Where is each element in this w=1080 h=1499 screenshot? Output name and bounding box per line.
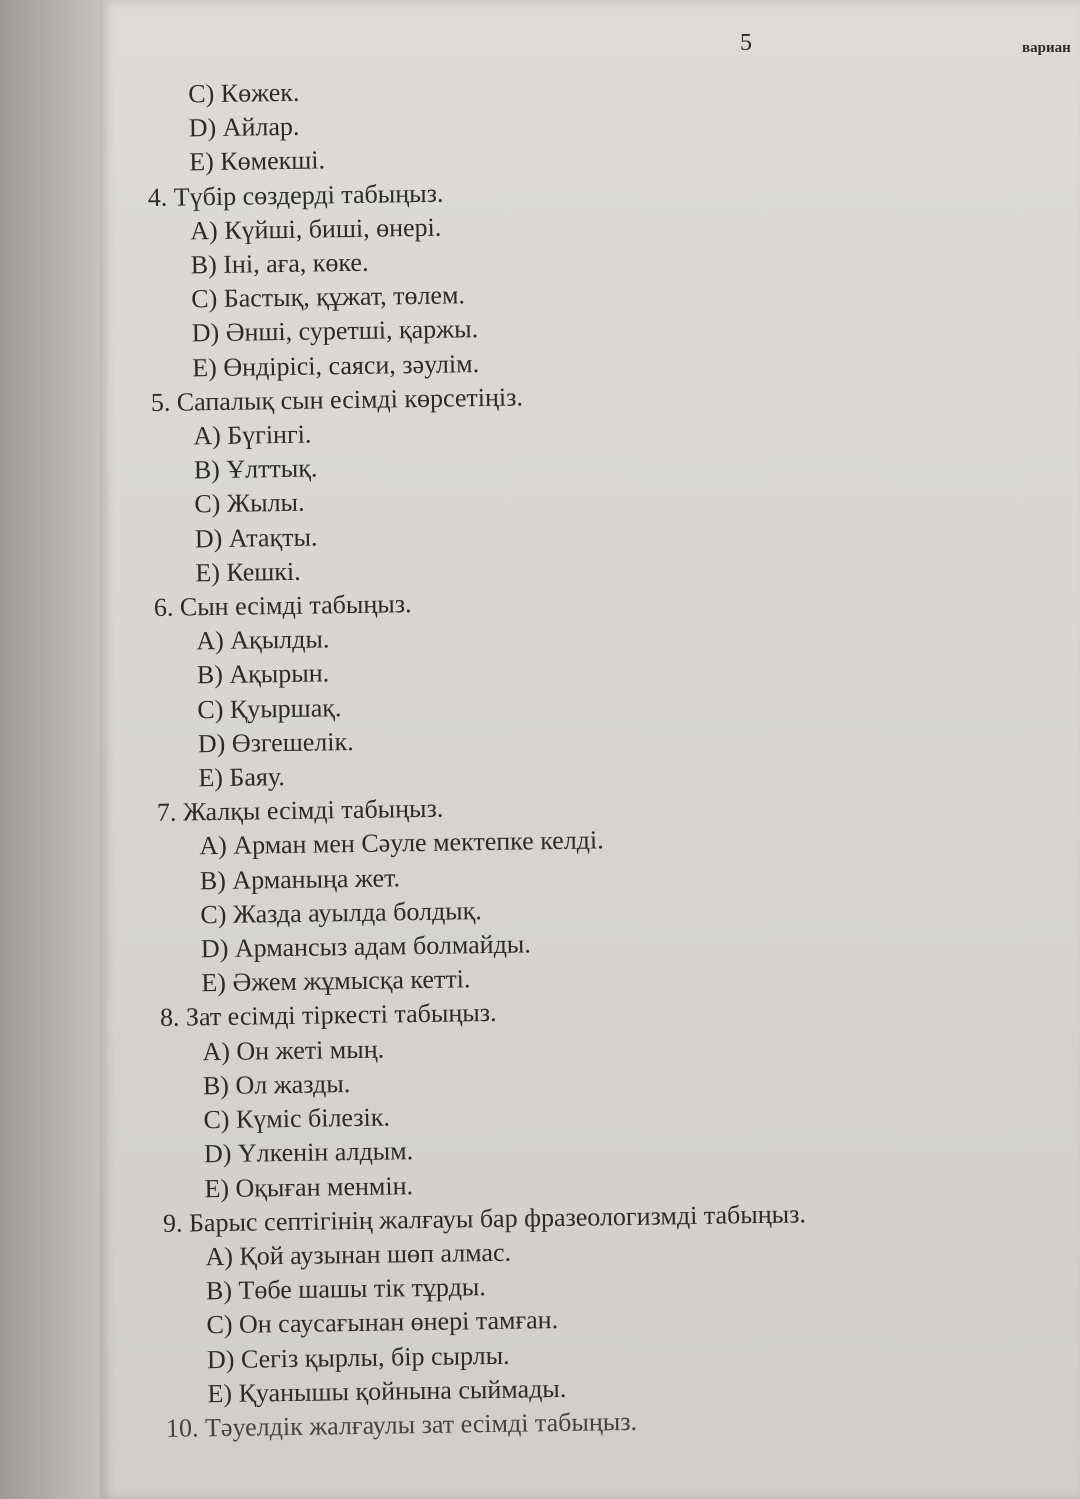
question-7-option-d: D) Армансыз адам болмайды. (200, 929, 531, 964)
question-5-option-d: D) Атақты. (194, 522, 318, 553)
question-9-option-b: B) Төбе шашы тік тұрды. (205, 1272, 486, 1306)
question-6-option-a: A) Ақылды. (196, 624, 330, 656)
question-8: 8. Зат есімді тіркесті табыңыз. (159, 998, 497, 1033)
page-number: 5 (740, 30, 752, 56)
question-9-option-d: D) Сегіз қырлы, бір сырлы. (206, 1340, 510, 1374)
variant-label: вариан (1022, 40, 1071, 56)
question-4: 4. Түбір сөздерді табыңыз. (147, 178, 444, 212)
question-7: 7. Жалқы есімді табыңыз. (156, 793, 444, 828)
question-4-option-d: D) Әнші, суретші, қаржы. (191, 314, 479, 348)
question-6-option-d: D) Өзгешелік. (197, 726, 354, 759)
question-8-option-c: C) Күміс білезік. (203, 1102, 391, 1135)
question-8-option-e: E) Оқыған менмін. (204, 1170, 414, 1203)
question-9-option-c: C) Он саусағынан өнері тамған. (206, 1305, 559, 1340)
question-4-option-e: E) Өндірісі, саяси, зәулім. (192, 348, 480, 382)
question-7-option-a: A) Арман мен Сәуле мектепке келді. (199, 825, 604, 861)
question-8-option-a: A) Он жеті мың. (202, 1034, 385, 1066)
question-5-option-e: E) Кешкі. (195, 556, 301, 588)
option-c-continued: C) Көжек. (188, 77, 300, 109)
document-page (100, 0, 1080, 1499)
question-9-option-a: A) Қой аузынан шөп алмас. (205, 1237, 512, 1272)
question-6: 6. Сын есімді табыңыз. (153, 589, 412, 622)
question-4-option-c: C) Бастық, құжат, төлем. (191, 280, 466, 314)
question-7-option-b: B) Арманыңа жет. (199, 862, 401, 895)
question-6-option-c: C) Қуыршақ. (197, 692, 342, 724)
option-e-continued: E) Көмекші. (189, 145, 326, 177)
question-7-option-e: E) Әжем жұмысқа кетті. (201, 964, 471, 998)
question-list (146, 65, 1066, 1446)
question-8-option-b: B) Ол жазды. (202, 1068, 351, 1101)
question-6-option-e: E) Баяу. (198, 762, 285, 793)
question-4-option-b: B) Іні, аға, көке. (190, 247, 369, 280)
question-5-option-c: C) Жылы. (194, 488, 305, 519)
question-7-option-c: C) Жазда ауылда болдық. (200, 895, 482, 930)
question-9: 9. Барыс септігінің жалғауы бар фразеологизмді табыңыз. (162, 1199, 807, 1238)
question-9-option-e: E) Қуанышы қойнына сыймады. (207, 1373, 567, 1408)
binding-edge (0, 0, 100, 1499)
question-5-option-a: A) Бүгінгі. (193, 419, 312, 451)
question-10-cut-off: 10. Тәуелдік жалғаулы зат есімді табыңыз. (165, 1406, 638, 1443)
question-5-option-b: B) Ұлттық. (193, 453, 318, 485)
question-6-option-b: B) Ақырын. (196, 658, 330, 690)
question-5: 5. Сапалық сын есімді көрсетіңіз. (150, 382, 524, 417)
question-4-option-a: A) Күйші, биші, өнері. (190, 212, 442, 246)
question-8-option-d: D) Үлкенін алдым. (203, 1136, 414, 1169)
option-d-continued: D) Айлар. (188, 111, 300, 143)
